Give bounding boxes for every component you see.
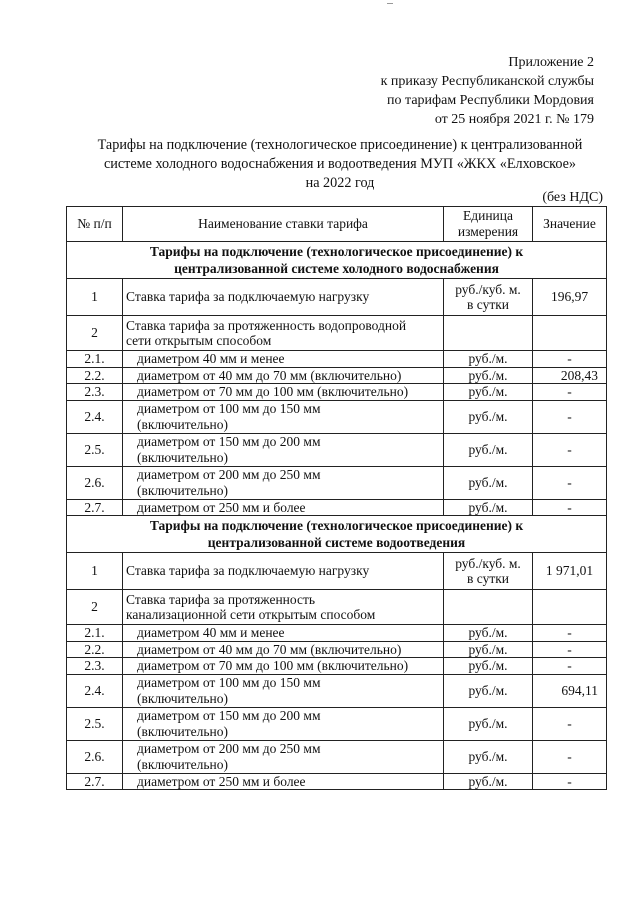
row-name-line-1: Ставка тарифа за протяженность (126, 591, 316, 607)
row-num: 2.7. (67, 499, 123, 516)
row-num: 1 (67, 553, 123, 590)
row-value: - (533, 466, 607, 499)
row-value: - (533, 351, 607, 368)
section-title-line-1: Тарифы на подключение (технологическое присоединение) к (149, 244, 524, 259)
header-unit-line-2: измерения (457, 224, 519, 239)
row-value: - (533, 384, 607, 401)
row-num: 2.7. (67, 773, 123, 790)
header-unit (444, 207, 533, 242)
row-unit: руб./м. (444, 707, 533, 740)
row-name (123, 316, 444, 351)
row-name-line-2: (включительно) (137, 756, 229, 772)
row-name (123, 400, 444, 433)
row-name (123, 466, 444, 499)
row-unit-line-2: в сутки (467, 297, 509, 312)
row-num: 2.2. (67, 367, 123, 384)
title-line-3: на 2022 год (305, 175, 375, 191)
row-unit: руб./м. (444, 674, 533, 707)
row-num: 2.3. (67, 384, 123, 401)
section-header-water-supply (67, 242, 607, 279)
row-num: 2.4. (67, 674, 123, 707)
table-row (67, 367, 607, 384)
row-unit: руб./м. (444, 433, 533, 466)
row-num: 2 (67, 590, 123, 625)
row-name: диаметром от 250 мм и более (123, 499, 444, 516)
header-name: Наименование ставки тарифа (123, 207, 444, 242)
row-name-line-2: (включительно) (137, 449, 229, 465)
table-row (67, 773, 607, 790)
title-line-1: Тарифы на подключение (технологическое присоединение) к централизованной (97, 137, 583, 153)
header-unit-line-1: Единица (462, 208, 513, 223)
table-row (67, 740, 607, 773)
row-unit (444, 590, 533, 625)
row-unit: руб./м. (444, 400, 533, 433)
table-row (67, 499, 607, 516)
row-unit: руб./м. (444, 773, 533, 790)
row-num: 2.6. (67, 740, 123, 773)
appendix-authority: по тарифам Республики Мордовия (387, 93, 594, 108)
appendix-date: от 25 ноября 2021 г. № 179 (434, 112, 594, 127)
row-unit: руб./м. (444, 466, 533, 499)
row-value: 1 971,01 (533, 553, 607, 590)
row-name-line-2: сети открытым способом (126, 333, 272, 348)
row-unit: руб./м. (444, 740, 533, 773)
row-name: диаметром от 40 мм до 70 мм (включительно) (123, 367, 444, 384)
section-title-line-2: централизованной системе водоотведения (207, 535, 466, 550)
row-name-line-1: Ставка тарифа за протяженность водопроводной (126, 317, 407, 333)
row-name: Ставка тарифа за подключаемую нагрузку (123, 553, 444, 590)
appendix-header (381, 53, 594, 129)
row-name: диаметром 40 мм и менее (123, 351, 444, 368)
document-title (70, 136, 610, 193)
row-name-line-1: диаметром от 150 мм до 200 мм (137, 434, 321, 449)
row-value (533, 316, 607, 351)
table-row (67, 316, 607, 351)
row-num: 1 (67, 279, 123, 316)
table-row (67, 674, 607, 707)
row-unit (444, 553, 533, 590)
row-name-line-1: диаметром от 100 мм до 150 мм (137, 675, 321, 690)
page-edge-mark (387, 0, 393, 4)
title-line-2: системе холодного водоснабжения и водоотведения МУП «ЖКХ «Елховское» (103, 156, 576, 172)
row-value (533, 590, 607, 625)
table-row (67, 658, 607, 675)
row-unit (444, 279, 533, 316)
row-name-line-2: (включительно) (137, 416, 229, 432)
table-row (67, 433, 607, 466)
row-unit-line-1: руб./куб. м. (455, 281, 521, 297)
table-row (67, 384, 607, 401)
row-value: - (533, 707, 607, 740)
row-name-line-1: диаметром от 200 мм до 250 мм (137, 467, 321, 482)
row-name-line-1: диаметром от 200 мм до 250 мм (137, 741, 321, 756)
row-value: - (533, 499, 607, 516)
table-row (67, 351, 607, 368)
table-row (67, 641, 607, 658)
header-value: Значение (533, 207, 607, 242)
row-value: 196,97 (533, 279, 607, 316)
row-value: - (533, 773, 607, 790)
row-name-line-2: (включительно) (137, 690, 229, 706)
section-title (67, 242, 607, 279)
row-name-line-2: (включительно) (137, 482, 229, 498)
table-row (67, 400, 607, 433)
row-value: - (533, 658, 607, 675)
section-title (67, 516, 607, 553)
row-value: - (533, 740, 607, 773)
row-unit: руб./м. (444, 384, 533, 401)
row-num: 2.6. (67, 466, 123, 499)
row-name (123, 433, 444, 466)
row-num: 2.5. (67, 707, 123, 740)
row-name: Ставка тарифа за подключаемую нагрузку (123, 279, 444, 316)
row-name: диаметром от 70 мм до 100 мм (включительно) (123, 384, 444, 401)
row-num: 2.4. (67, 400, 123, 433)
row-name-line-2: (включительно) (137, 723, 229, 739)
row-name (123, 674, 444, 707)
row-unit: руб./м. (444, 625, 533, 642)
row-num: 2.5. (67, 433, 123, 466)
row-value: 208,43 (533, 367, 607, 384)
row-value: - (533, 625, 607, 642)
row-num: 2.1. (67, 625, 123, 642)
table-row (67, 625, 607, 642)
row-unit: руб./м. (444, 351, 533, 368)
appendix-label: Приложение 2 (508, 55, 594, 70)
row-unit-line-1: руб./куб. м. (455, 555, 521, 571)
row-name-line-1: диаметром от 150 мм до 200 мм (137, 708, 321, 723)
table-row (67, 590, 607, 625)
row-name: диаметром от 70 мм до 100 мм (включительно) (123, 658, 444, 675)
section-header-wastewater (67, 516, 607, 553)
row-name (123, 590, 444, 625)
row-value: - (533, 641, 607, 658)
row-value: - (533, 433, 607, 466)
row-num: 2.2. (67, 641, 123, 658)
row-num: 2.3. (67, 658, 123, 675)
header-num: № п/п (67, 207, 123, 242)
table-row (67, 466, 607, 499)
table-row (67, 707, 607, 740)
row-value: - (533, 400, 607, 433)
tariff-table (66, 206, 607, 790)
row-name: диаметром от 250 мм и более (123, 773, 444, 790)
row-unit: руб./м. (444, 499, 533, 516)
row-unit: руб./м. (444, 367, 533, 384)
row-num: 2.1. (67, 351, 123, 368)
row-name: диаметром от 40 мм до 70 мм (включительно) (123, 641, 444, 658)
row-unit (444, 316, 533, 351)
row-unit: руб./м. (444, 641, 533, 658)
table-header-row (67, 207, 607, 242)
row-name (123, 707, 444, 740)
row-name: диаметром 40 мм и менее (123, 625, 444, 642)
table-row (67, 279, 607, 316)
row-name (123, 740, 444, 773)
appendix-order-ref: к приказу Республиканской службы (380, 74, 594, 89)
vat-note: (без НДС) (542, 190, 603, 205)
table-row (67, 553, 607, 590)
row-num: 2 (67, 316, 123, 351)
row-name-line-2: канализационной сети открытым способом (126, 607, 376, 622)
section-title-line-1: Тарифы на подключение (технологическое присоединение) к (149, 518, 524, 533)
row-unit: руб./м. (444, 658, 533, 675)
row-unit-line-2: в сутки (467, 571, 509, 586)
row-name-line-1: диаметром от 100 мм до 150 мм (137, 401, 321, 416)
row-value: 694,11 (533, 674, 607, 707)
section-title-line-2: централизованной системе холодного водоснабжения (174, 261, 499, 276)
